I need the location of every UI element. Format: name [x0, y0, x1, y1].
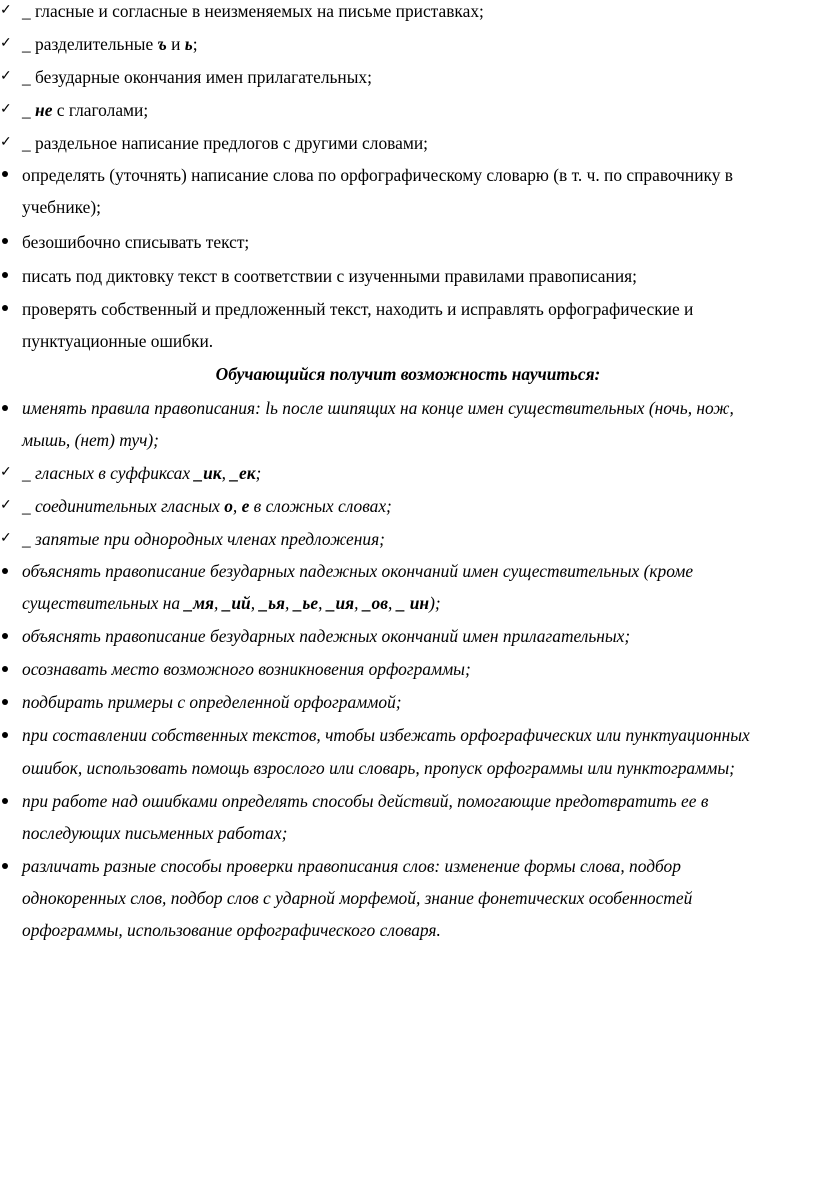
bullet-text: подбирать примеры с определенной орфограммой;: [22, 692, 402, 712]
bullet-icon: [2, 272, 8, 278]
check-text: _ запятые при однородных членах предложения;: [22, 529, 385, 549]
bullet-text: безошибочно списывать текст;: [22, 232, 250, 252]
bullet-text: определять (уточнять) написание слова по орфографическому словарю (в т. ч. по справочнику в: [22, 165, 733, 185]
check-text: _ соединительных гласных о, е в сложных словах;: [22, 496, 392, 516]
checkmark-icon: ✓: [0, 498, 12, 513]
bullet-icon: [2, 798, 8, 804]
bullet-text: ошибок, использовать помощь взрослого или словарь, пропуск орфограммы или пунктограммы;: [22, 758, 735, 778]
bullet-icon: [2, 171, 8, 177]
checkmark-icon: ✓: [0, 3, 12, 18]
section-heading: Обучающийся получит возможность научиться:: [215, 364, 601, 384]
checkmark-icon: ✓: [0, 135, 12, 150]
checkmark-icon: ✓: [0, 465, 12, 480]
bullet-text: писать под диктовку текст в соответствии с изученными правилами правописания;: [22, 266, 637, 286]
bullet-text: именять правила правописания: lь после шипящих на конце имен существительных (ночь, нож,: [22, 398, 734, 418]
bullet-text: объяснять правописание безударных падежных окончаний имен существительных (кроме: [22, 561, 694, 581]
bullet-icon: [2, 863, 8, 869]
bullet-text: учебнике);: [22, 197, 101, 217]
bullet-icon: [2, 568, 8, 574]
check-text: _ раздельное написание предлогов с другими словами;: [22, 133, 428, 153]
check-text: _ не с глаголами;: [22, 100, 149, 120]
bullet-icon: [2, 633, 8, 639]
bullet-text: при работе над ошибками определять способы действий, помогающие предотвратить ее в: [22, 791, 709, 811]
bullet-text: существительных на _мя, _ий, _ья, _ье, _ия, _ов, _ ин);: [22, 593, 441, 613]
bullet-text: осознавать место возможного возникновения орфограммы;: [22, 659, 471, 679]
bullet-text: последующих письменных работах;: [22, 823, 288, 843]
bullet-icon: [2, 405, 8, 411]
checkmark-icon: ✓: [0, 102, 12, 117]
bullet-text: однокоренных слов, подбор слов с ударной морфемой, знание фонетических особенностей: [22, 888, 693, 908]
checkmark-icon: ✓: [0, 69, 12, 84]
bullet-icon: [2, 305, 8, 311]
bullet-text: орфограммы, использование орфографического словаря.: [22, 920, 441, 940]
checkmark-icon: ✓: [0, 531, 12, 546]
bullet-icon: [2, 699, 8, 705]
check-text: _ разделительные ъ и ь;: [22, 34, 198, 54]
bullet-text: мышь, (нет) туч);: [22, 430, 159, 450]
bullet-icon: [2, 666, 8, 672]
bullet-text: пунктуационные ошибки.: [22, 331, 214, 351]
check-text: _ гласных в суффиксах _ик, _ек;: [22, 463, 262, 483]
bullet-icon: [2, 732, 8, 738]
bullet-icon: [2, 238, 8, 244]
bullet-text: объяснять правописание безударных падежных окончаний имен прилагательных;: [22, 626, 631, 646]
check-text: _ гласные и согласные в неизменяемых на письме приставках;: [22, 1, 484, 21]
bullet-text: при составлении собственных текстов, чтобы избежать орфографических или пунктуационных: [22, 725, 750, 745]
bullet-text: проверять собственный и предложенный текст, находить и исправлять орфографические и: [22, 299, 694, 319]
checkmark-icon: ✓: [0, 36, 12, 51]
check-text: _ безударные окончания имен прилагательных;: [22, 67, 372, 87]
bullet-text: различать разные способы проверки правописания слов: изменение формы слова, подбор: [22, 856, 681, 876]
